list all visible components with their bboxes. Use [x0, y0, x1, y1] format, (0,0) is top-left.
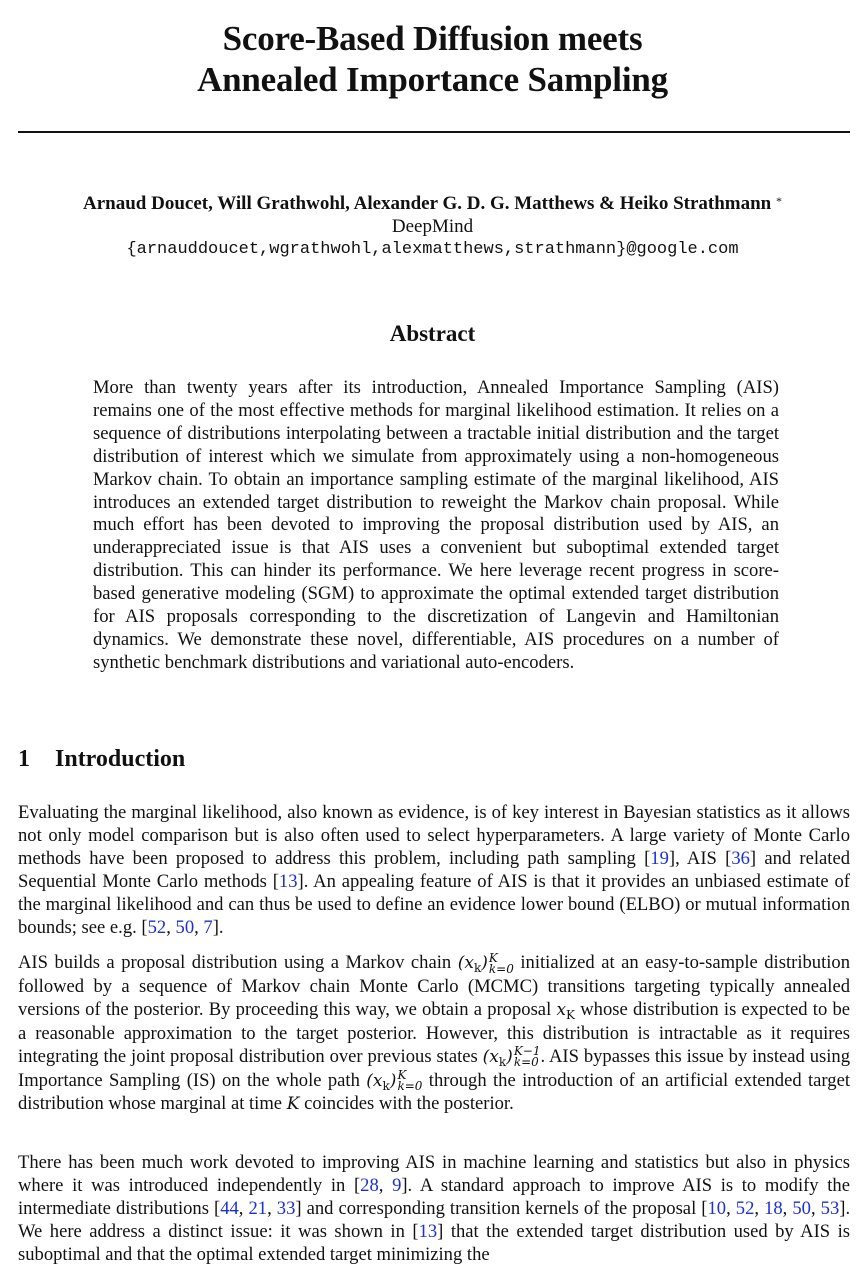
- citation-link[interactable]: 44: [220, 1197, 239, 1219]
- section-number: 1: [18, 746, 30, 772]
- text-run: Evaluating the marginal likelihood, also known as evidence, is of key interest in Bayesian statistics as it allows not only model comparison but is also often used to select hyperparameters. A large variety of Monte Carlo methods have been proposed to address this problem, including path sampling [: [18, 802, 850, 869]
- math-sub: k=0: [513, 1055, 539, 1070]
- citation-link[interactable]: 36: [731, 847, 750, 869]
- math-run: ): [506, 1046, 513, 1067]
- citation-link[interactable]: 50: [792, 1197, 811, 1219]
- text-run: ,: [166, 916, 176, 938]
- citation-link[interactable]: 52: [147, 916, 167, 938]
- text-run: ], AIS [: [668, 847, 732, 869]
- text-run: ]. We here address a distinct issue: it was shown in [: [18, 1197, 851, 1242]
- abstract-heading: Abstract: [389, 321, 476, 346]
- math-sup: K: [397, 1068, 407, 1083]
- math-limits: [397, 1070, 422, 1092]
- math-sup: K: [488, 950, 498, 965]
- math-run: (x: [482, 1046, 499, 1067]
- intro-paragraph-3: [18, 1152, 850, 1267]
- math-run: x: [556, 999, 567, 1020]
- math-xK: [556, 1000, 575, 1020]
- math-sub: k: [382, 1078, 390, 1093]
- text-run: ,: [378, 1174, 393, 1196]
- math-run: (x: [457, 953, 474, 973]
- title-line-2: Annealed Importance Sampling: [197, 60, 668, 99]
- text-run: ] and corresponding transition kernels of the proposal [: [295, 1197, 708, 1219]
- text-run: through the introduction of an artificial extended target distribution whose marginal at time: [18, 1069, 850, 1115]
- citation-link[interactable]: 13: [418, 1220, 438, 1242]
- citation-link[interactable]: 19: [650, 847, 669, 869]
- text-run: There has been much work devoted to improving AIS in machine learning and statistics but also in physics where it was introduced independently in [: [18, 1152, 850, 1196]
- author-names: Arnaud Doucet, Will Grathwohl, Alexander G. D. G. Matthews & Heiko Strathmann: [83, 193, 772, 214]
- citation-link[interactable]: 18: [764, 1197, 783, 1219]
- section-title: Introduction: [55, 746, 186, 772]
- intro-paragraph-2: [18, 952, 850, 1116]
- math-sub: k: [498, 1054, 507, 1069]
- section-heading: [18, 744, 518, 774]
- text-run: ,: [810, 1197, 821, 1219]
- text-run: ,: [194, 916, 204, 938]
- citation-link[interactable]: 13: [278, 870, 298, 892]
- intro-paragraph-1: [18, 802, 850, 939]
- affiliation: DeepMind: [391, 216, 474, 237]
- paper-title: [0, 18, 865, 100]
- citation-link[interactable]: 52: [735, 1197, 755, 1219]
- text-run: ,: [267, 1197, 277, 1219]
- math-path-prev: [482, 1044, 541, 1070]
- math-run: ): [481, 953, 488, 973]
- text-run: ,: [754, 1197, 765, 1219]
- citation-link[interactable]: 10: [707, 1197, 727, 1219]
- text-run: initialized at an easy-to-sample distribution followed by a sequence of Markov chain Monte Carlo (MCMC) transitions targeting typically annealed versions of the posterior. By proceeding this way, we obtain a proposal: [18, 952, 850, 1020]
- author-emails: {arnauddoucet,wgrathwohl,alexmatthews,strathmann}@google.com: [126, 240, 739, 259]
- citation-link[interactable]: 53: [820, 1197, 840, 1219]
- math-path: [457, 950, 514, 976]
- math-sub: k=0: [488, 961, 514, 976]
- math-run: (x: [366, 1070, 383, 1091]
- citation-link[interactable]: 50: [175, 916, 195, 938]
- text-run: ].: [212, 916, 224, 938]
- title-rule: [18, 131, 850, 133]
- author-footnote-mark: *: [776, 194, 782, 208]
- title-line-1: Score-Based Diffusion meets: [222, 19, 643, 58]
- text-run: ] that the extended target distribution used by AIS is suboptimal and that the optimal extended target minimizing the: [18, 1220, 851, 1265]
- math-K: K: [286, 1094, 300, 1115]
- math-limits: [514, 1046, 541, 1068]
- text-run: ] and related Sequential Monte Carlo methods [: [18, 847, 850, 892]
- math-limits: [488, 950, 514, 976]
- citation-link[interactable]: 7: [203, 916, 213, 938]
- math-sub: k=0: [397, 1079, 423, 1094]
- author-list: [0, 192, 865, 215]
- text-run: ,: [782, 1197, 793, 1219]
- text-run: . AIS bypasses this issue by instead using Importance Sampling (IS) on the whole path: [18, 1045, 850, 1091]
- citation-link[interactable]: 33: [276, 1197, 296, 1219]
- text-run: ]. A standard approach to improve AIS is to modify the intermediate distributions [: [18, 1174, 850, 1219]
- math-run: ): [389, 1070, 397, 1091]
- text-run: coincides with the posterior.: [299, 1093, 514, 1115]
- text-run: ]. An appealing feature of AIS is that it provides an unbiased estimate of the marginal likelihood and can thus be used to define an evidence lower bound (ELBO) or mutual information bounds; see e.g. [: [18, 870, 850, 938]
- text-run: whose distribution is expected to be a reasonable approximation to the target posterior. However, this distribution is intractable as it requires integrating the joint proposal distribution over previous states: [18, 998, 851, 1067]
- math-sup: K−1: [513, 1044, 541, 1059]
- abstract-body: More than twenty years after its introduction, Annealed Importance Sampling (AIS) remains one of the most effective methods for marginal likelihood estimation. It relies on a sequence of distributions interpolating between a tractable initial distribution and the target distribution of interest which we simulate from approximately using a non-homogeneous Markov chain. To obtain an importance sampling estimate of the marginal likelihood, AIS introduces an extended target distribution to reweight the Markov chain proposal. While much effort has been devoted to improving the proposal distribution used by AIS, an underappreciated issue is that AIS uses a convenient but suboptimal extended target distribution. This can hinder its performance. We here leverage recent progress in score-based generative modeling (SGM) to approximate the optimal extended target distribution for AIS proposals corresponding to the discretization of Langevin and Hamiltonian dynamics. We demonstrate these novel, differentiable, AIS procedures on a number of synthetic benchmark distributions and variational auto-encoders.: [93, 377, 779, 673]
- math-sub: K: [566, 1007, 576, 1022]
- citation-link[interactable]: 21: [248, 1197, 268, 1219]
- citation-link[interactable]: 28: [360, 1174, 379, 1196]
- text-run: AIS builds a proposal distribution using a Markov chain: [18, 952, 458, 973]
- citation-link[interactable]: 9: [392, 1174, 402, 1196]
- text-run: ,: [726, 1197, 736, 1219]
- text-run: ,: [238, 1197, 249, 1219]
- math-path-whole: [366, 1068, 423, 1094]
- math-sub: k: [473, 961, 482, 975]
